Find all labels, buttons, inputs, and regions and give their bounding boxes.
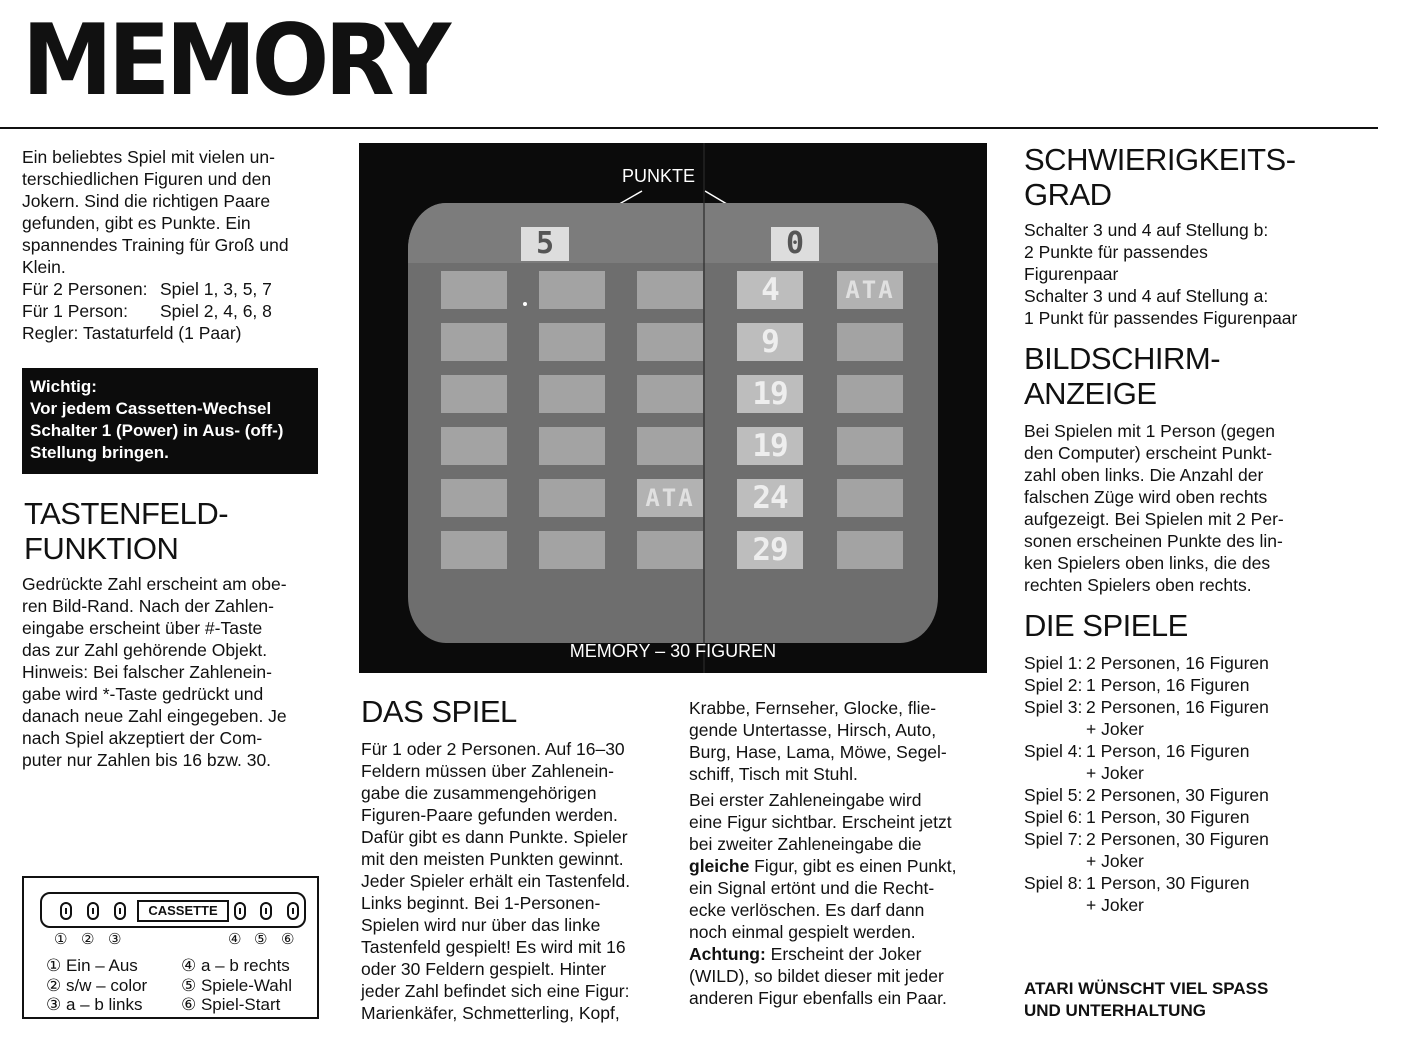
body-line: den Computer) erscheint Punkt- bbox=[1024, 443, 1273, 463]
points-label: PUNKTE bbox=[622, 166, 696, 186]
players-row bbox=[22, 300, 342, 322]
body-line: ecke verlöschen. Es darf dann bbox=[689, 900, 925, 920]
body-line: Für 1 oder 2 Personen. Auf 16–30 bbox=[361, 739, 625, 759]
heading-line: GRAD bbox=[1024, 177, 1112, 212]
card bbox=[637, 531, 703, 569]
card-number: 29 bbox=[737, 531, 803, 569]
switch-number: ⑥ bbox=[281, 931, 295, 948]
switch-6-icon bbox=[287, 902, 299, 920]
legend-right bbox=[181, 956, 292, 1015]
game-joker bbox=[1024, 850, 1384, 872]
heading-line: FUNKTION bbox=[24, 531, 179, 566]
switch-number: ④ bbox=[228, 931, 242, 948]
game-key: Spiel 7: bbox=[1024, 829, 1083, 849]
card-number: 19 bbox=[737, 375, 803, 413]
heading-line: TASTENFELD- bbox=[24, 496, 229, 531]
difficulty-heading bbox=[1024, 142, 1296, 212]
card bbox=[837, 479, 903, 517]
players-row bbox=[22, 278, 342, 300]
card bbox=[539, 479, 605, 517]
legend-item: ③ a – b links bbox=[46, 995, 143, 1014]
game-joker-text: + Joker bbox=[1086, 763, 1144, 783]
keypad-line: Gedrückte Zahl erscheint am obe- bbox=[22, 574, 287, 594]
page-fold bbox=[703, 143, 705, 673]
card bbox=[637, 323, 703, 361]
game-key: Spiel 3: bbox=[1024, 697, 1083, 717]
keypad-text bbox=[22, 573, 342, 771]
body-line: zahl oben links. Die Anzahl der bbox=[1024, 465, 1264, 485]
game-key: Spiel 8: bbox=[1024, 873, 1083, 893]
keypad-line: gabe wird *-Taste gedrückt und bbox=[22, 684, 264, 704]
card bbox=[837, 323, 903, 361]
body-line: Schalter 3 und 4 auf Stellung a: bbox=[1024, 286, 1269, 306]
body-line: gende Untertasse, Hirsch, Auto, bbox=[689, 720, 937, 740]
body-line: Marienkäfer, Schmetterling, Kopf, bbox=[361, 1003, 620, 1023]
keypad-line: ren Bild-Rand. Nach der Zahlen- bbox=[22, 596, 274, 616]
game-joker-text: + Joker bbox=[1086, 895, 1144, 915]
game-screenshot bbox=[359, 143, 987, 673]
switch-2-icon bbox=[87, 902, 99, 920]
card bbox=[539, 531, 605, 569]
keypad-line: das zur Zahl gehörende Objekt. bbox=[22, 640, 268, 660]
card-number: 9 bbox=[737, 323, 803, 361]
display-heading bbox=[1024, 341, 1220, 411]
body-line: Krabbe, Fernseher, Glocke, flie- bbox=[689, 698, 937, 718]
body-line: gabe die zusammengehörigen bbox=[361, 783, 597, 803]
body-line: ken Spielers oben links, die des bbox=[1024, 553, 1271, 573]
players-value: Spiel 2, 4, 6, 8 bbox=[160, 301, 272, 321]
body-line: 2 Punkte für passendes bbox=[1024, 242, 1208, 262]
body-fragment: Erscheint der Joker bbox=[765, 944, 922, 964]
keypad-line: nach Spiel akzeptiert der Com- bbox=[22, 728, 263, 748]
game-row bbox=[1024, 872, 1384, 894]
switch-number: ② bbox=[81, 931, 95, 948]
body-line: Bei erster Zahleneingabe wird bbox=[689, 790, 922, 810]
game-desc: 2 Personen, 16 Figuren bbox=[1086, 697, 1269, 717]
body-line: Jeder Spieler erhält ein Tastenfeld. bbox=[361, 871, 631, 891]
keypad-line: Hinweis: Bei falscher Zahlenein- bbox=[22, 662, 272, 682]
body-line: mit den meisten Punkten gewinnt. bbox=[361, 849, 624, 869]
body-line: anderen Figur ebenfalls ein Paar. bbox=[689, 988, 947, 1008]
body-line: schiff, Tisch mit Stuhl. bbox=[689, 764, 858, 784]
game-row bbox=[1024, 828, 1384, 850]
game-joker-text: + Joker bbox=[1086, 719, 1144, 739]
legend-item: ① Ein – Aus bbox=[46, 956, 138, 975]
score-right: 0 bbox=[771, 227, 819, 261]
card bbox=[441, 271, 507, 309]
body-line: Tastenfeld gespielt! Es wird mit 16 bbox=[361, 937, 626, 957]
legend-item: ⑤ Spiele-Wahl bbox=[181, 975, 292, 995]
keypad-heading bbox=[24, 496, 228, 566]
difficulty-text bbox=[1024, 219, 1384, 329]
tv-screen bbox=[408, 203, 938, 643]
emphasis-gleiche: gleiche bbox=[689, 856, 750, 876]
card bbox=[441, 323, 507, 361]
intro-line: terschiedlichen Figuren und den bbox=[22, 169, 272, 189]
switch-number: ③ bbox=[108, 931, 122, 948]
legend-item: ⑥ Spiel-Start bbox=[181, 995, 281, 1014]
game-desc: 2 Personen, 30 Figuren bbox=[1086, 785, 1269, 805]
body-line: rechten Spielers oben rechts. bbox=[1024, 575, 1252, 595]
card bbox=[441, 531, 507, 569]
legend-item: ② s/w – color bbox=[46, 975, 148, 995]
das-spiel-text bbox=[361, 738, 671, 1024]
switch-3-icon bbox=[114, 902, 126, 920]
switch-5-icon bbox=[260, 902, 272, 920]
cursor-dot bbox=[523, 302, 527, 306]
body-line: Figuren-Paare gefunden werden. bbox=[361, 805, 618, 825]
closing-line: ATARI WÜNSCHT VIEL SPASS bbox=[1024, 979, 1269, 998]
das-spiel-heading: DAS SPIEL bbox=[361, 694, 517, 729]
card bbox=[539, 271, 605, 309]
game-key: Spiel 5: bbox=[1024, 785, 1083, 805]
body-line bbox=[689, 855, 999, 877]
card bbox=[837, 375, 903, 413]
card-figure: ATA bbox=[637, 479, 703, 517]
body-line: Schalter 3 und 4 auf Stellung b: bbox=[1024, 220, 1269, 240]
notice-line: Stellung bringen. bbox=[30, 443, 169, 462]
game-row bbox=[1024, 740, 1384, 762]
body-line: oder 30 Feldern gespielt. Hinter bbox=[361, 959, 607, 979]
notice-line: Vor jedem Cassetten-Wechsel bbox=[30, 399, 272, 418]
card bbox=[539, 427, 605, 465]
body-line: ein Signal ertönt und die Recht- bbox=[689, 878, 935, 898]
intro-line: Jokern. Sind die richtigen Paare bbox=[22, 191, 271, 211]
closing-line: UND UNTERHALTUNG bbox=[1024, 1001, 1206, 1020]
intro-line: Klein. bbox=[22, 257, 66, 277]
intro-line: spannendes Training für Groß und bbox=[22, 235, 289, 255]
body-line: Bei Spielen mit 1 Person (gegen bbox=[1024, 421, 1275, 441]
notice-line: Wichtig: bbox=[30, 377, 97, 396]
card-number: 24 bbox=[737, 479, 803, 517]
game-desc: 1 Person, 16 Figuren bbox=[1086, 741, 1250, 761]
body-line: falschen Züge wird oben rechts bbox=[1024, 487, 1268, 507]
games-list bbox=[1024, 652, 1384, 916]
players-value: Spiel 1, 3, 5, 7 bbox=[160, 279, 272, 299]
card bbox=[837, 427, 903, 465]
game-key: Spiel 1: bbox=[1024, 653, 1083, 673]
body-line: sonen erscheinen Punkte des lin- bbox=[1024, 531, 1283, 551]
game-desc: 1 Person, 30 Figuren bbox=[1086, 807, 1250, 827]
game-joker bbox=[1024, 718, 1384, 740]
heading-line: ANZEIGE bbox=[1024, 376, 1157, 411]
controller-line: Regler: Tastaturfeld (1 Paar) bbox=[22, 323, 242, 343]
card bbox=[539, 375, 605, 413]
keypad-line: eingabe erscheint über #-Taste bbox=[22, 618, 263, 638]
game-desc: 2 Personen, 30 Figuren bbox=[1086, 829, 1269, 849]
body-line bbox=[689, 943, 999, 965]
notice-line: Schalter 1 (Power) in Aus- (off-) bbox=[30, 421, 284, 440]
keypad-line: puter nur Zahlen bis 16 bzw. 30. bbox=[22, 750, 272, 770]
card bbox=[441, 375, 507, 413]
body-line: aufgezeigt. Bei Spielen mit 2 Per- bbox=[1024, 509, 1284, 529]
switch-number: ① bbox=[54, 931, 68, 948]
game-key: Spiel 6: bbox=[1024, 807, 1083, 827]
cassette-slot: CASSETTE bbox=[137, 900, 229, 922]
game-key: Spiel 2: bbox=[1024, 675, 1083, 695]
body-fragment: Figur, gibt es einen Punkt, bbox=[749, 856, 957, 876]
game-desc: 2 Personen, 16 Figuren bbox=[1086, 653, 1269, 673]
game-joker-text: + Joker bbox=[1086, 851, 1144, 871]
game-row bbox=[1024, 696, 1384, 718]
game-row bbox=[1024, 652, 1384, 674]
body-line: Burg, Hase, Lama, Möwe, Segel- bbox=[689, 742, 947, 762]
body-line: 1 Punkt für passendes Figurenpaar bbox=[1024, 308, 1298, 328]
body-line: bei zweiter Zahleneingabe die bbox=[689, 834, 922, 854]
switch-1-icon bbox=[60, 902, 72, 920]
game-joker bbox=[1024, 894, 1384, 916]
card bbox=[637, 375, 703, 413]
body-line: Figurenpaar bbox=[1024, 264, 1119, 284]
intro-text bbox=[22, 146, 342, 344]
game-row bbox=[1024, 806, 1384, 828]
card-figure: ATA bbox=[837, 271, 903, 309]
screen-caption: MEMORY – 30 FIGUREN bbox=[569, 641, 777, 661]
intro-line: Ein beliebtes Spiel mit vielen un- bbox=[22, 147, 275, 167]
game-joker bbox=[1024, 762, 1384, 784]
game-desc: 1 Person, 16 Figuren bbox=[1086, 675, 1250, 695]
heading-line: BILDSCHIRM- bbox=[1024, 341, 1221, 376]
page-title: MEMORY bbox=[22, 4, 447, 118]
switch-4-icon bbox=[234, 902, 246, 920]
heading-line: SCHWIERIGKEITS- bbox=[1024, 142, 1296, 177]
closing-message bbox=[1024, 978, 1268, 1022]
display-text bbox=[1024, 420, 1384, 596]
card bbox=[539, 323, 605, 361]
card bbox=[637, 427, 703, 465]
title-divider bbox=[0, 127, 1378, 129]
body-line: (WILD), so bildet dieser mit jeder bbox=[689, 966, 944, 986]
games-heading: DIE SPIELE bbox=[1024, 608, 1188, 643]
card-number: 19 bbox=[737, 427, 803, 465]
body-line: Feldern müssen über Zahlenein- bbox=[361, 761, 614, 781]
players-label: Für 2 Personen: bbox=[22, 279, 148, 299]
game-row bbox=[1024, 674, 1384, 696]
body-line: Spielen wird nur über das linke bbox=[361, 915, 601, 935]
notice-box bbox=[22, 368, 318, 474]
body-line: Dafür gibt es dann Punkte. Spieler bbox=[361, 827, 628, 847]
switch-number: ⑤ bbox=[254, 931, 268, 948]
intro-line: gefunden, gibt es Punkte. Ein bbox=[22, 213, 251, 233]
console-panel bbox=[40, 892, 306, 928]
card bbox=[637, 271, 703, 309]
card bbox=[441, 427, 507, 465]
keypad-line: danach neue Zahl eingegeben. Je bbox=[22, 706, 287, 726]
card-number: 4 bbox=[737, 271, 803, 309]
legend-item: ④ a – b rechts bbox=[181, 956, 290, 975]
score-left: 5 bbox=[521, 227, 569, 261]
card bbox=[837, 531, 903, 569]
body-line: noch einmal gespielt werden. bbox=[689, 922, 916, 942]
game-row bbox=[1024, 784, 1384, 806]
console-diagram bbox=[22, 876, 319, 1019]
emphasis-achtung: Achtung: bbox=[689, 944, 766, 964]
game-key: Spiel 4: bbox=[1024, 741, 1083, 761]
players-label: Für 1 Person: bbox=[22, 301, 129, 321]
das-spiel-text-2 bbox=[689, 697, 999, 1009]
score-bar bbox=[408, 203, 938, 263]
body-line: jeder Zahl befindet sich eine Figur: bbox=[361, 981, 630, 1001]
game-desc: 1 Person, 30 Figuren bbox=[1086, 873, 1250, 893]
body-line: Links beginnt. Bei 1-Personen- bbox=[361, 893, 601, 913]
body-line: eine Figur sichtbar. Erscheint jetzt bbox=[689, 812, 952, 832]
legend-left bbox=[46, 956, 147, 1015]
card bbox=[441, 479, 507, 517]
